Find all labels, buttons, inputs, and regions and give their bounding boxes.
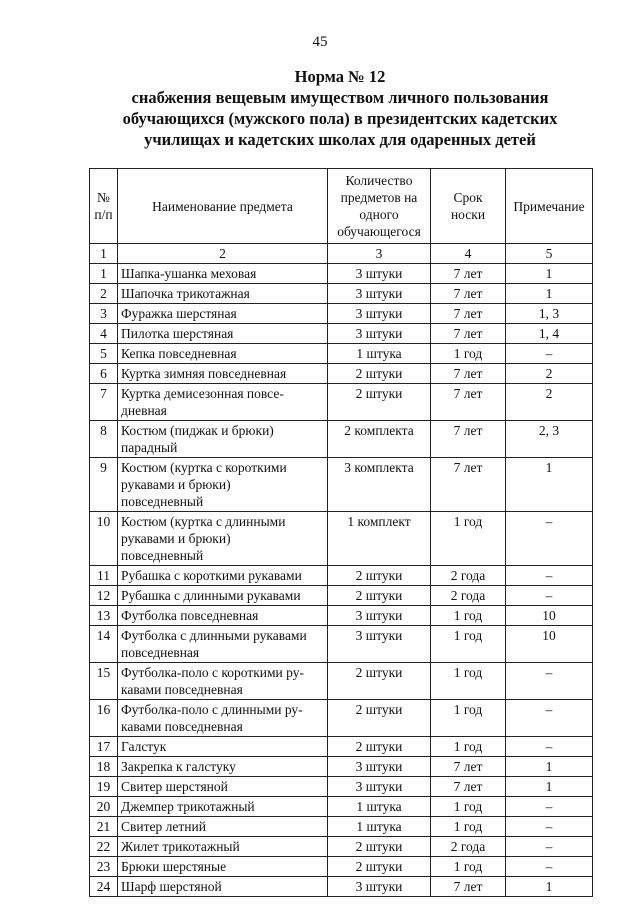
wear-term: 1 год [431,817,506,837]
item-name [118,797,328,817]
item-name-line: Куртка зимняя повседневная [121,366,287,381]
item-name [118,384,328,421]
item-note: 1, 4 [506,324,593,344]
item-note: 1 [506,877,593,897]
item-name [118,512,328,566]
row-number: 8 [90,421,118,458]
item-note: 10 [506,606,593,626]
table-row [90,364,593,384]
item-quantity: 3 штуки [328,626,431,663]
table-row [90,757,593,777]
wear-term: 7 лет [431,324,506,344]
item-name [118,857,328,877]
wear-term: 1 год [431,606,506,626]
item-note: 2, 3 [506,421,593,458]
item-name-line: парадный [121,440,178,455]
table-row [90,384,593,421]
item-quantity: 1 штука [328,797,431,817]
item-quantity: 2 штуки [328,737,431,757]
item-quantity: 2 штуки [328,566,431,586]
row-number: 14 [90,626,118,663]
item-note: – [506,817,593,837]
item-name [118,566,328,586]
row-number: 23 [90,857,118,877]
index-cell: 5 [506,244,593,264]
wear-term: 7 лет [431,757,506,777]
item-note: 1 [506,458,593,512]
item-name-line: кавами повседневная [121,682,243,697]
item-name [118,458,328,512]
item-name [118,264,328,284]
item-note: – [506,566,593,586]
item-quantity: 2 комплекта [328,421,431,458]
item-quantity: 3 штуки [328,264,431,284]
item-note: – [506,737,593,757]
item-name [118,877,328,897]
item-note: – [506,663,593,700]
item-quantity: 2 штуки [328,384,431,421]
row-number: 24 [90,877,118,897]
item-name-line: Фуражка шерстяная [121,306,237,321]
row-number: 10 [90,512,118,566]
item-name-line: повседневный [121,494,204,509]
row-number: 20 [90,797,118,817]
header-note: Примечание [506,169,593,244]
item-name [118,344,328,364]
table-row [90,344,593,364]
wear-term: 2 года [431,837,506,857]
wear-term: 2 года [431,566,506,586]
item-note: – [506,797,593,817]
item-name [118,626,328,663]
item-name-line: дневная [121,403,167,418]
item-name [118,324,328,344]
item-quantity: 2 штуки [328,700,431,737]
item-note: 1 [506,757,593,777]
item-name-line: Жилет трикотажный [121,839,240,854]
item-name [118,663,328,700]
item-name [118,606,328,626]
wear-term: 1 год [431,663,506,700]
wear-term: 7 лет [431,421,506,458]
item-quantity: 3 штуки [328,304,431,324]
row-number: 4 [90,324,118,344]
item-note: 1 [506,284,593,304]
wear-term: 1 год [431,344,506,364]
wear-term: 2 года [431,586,506,606]
item-name-line: Шапка-ушанка меховая [121,266,257,281]
norm-title: Норма № 12 [294,67,386,86]
item-name-line: повседневная [121,645,200,660]
item-name-line: Джемпер трикотажный [121,799,255,814]
row-number: 22 [90,837,118,857]
document-heading [60,66,620,150]
item-name-line: Футболка-поло с длинными ру- [121,702,303,717]
wear-term: 1 год [431,797,506,817]
table-row [90,817,593,837]
row-number: 15 [90,663,118,700]
wear-term: 7 лет [431,304,506,324]
item-quantity: 3 штуки [328,606,431,626]
index-cell: 4 [431,244,506,264]
item-name-line: Кепка повседневная [121,346,237,361]
table-row [90,324,593,344]
item-note: 1, 3 [506,304,593,324]
table-row [90,304,593,324]
item-name-line: Пилотка шерстяная [121,326,234,341]
row-number: 13 [90,606,118,626]
table-row [90,797,593,817]
table-row [90,663,593,700]
header-qty: Количество предметов на одного обучающегося [328,169,431,244]
item-name-line: Костюм (куртка с короткими [121,460,287,475]
item-quantity: 3 штуки [328,777,431,797]
item-name-line: рукавами и брюки) [121,477,231,492]
row-number: 12 [90,586,118,606]
wear-term: 7 лет [431,264,506,284]
row-number: 16 [90,700,118,737]
table-row [90,264,593,284]
item-quantity: 3 штуки [328,877,431,897]
wear-term: 1 год [431,512,506,566]
item-note: 10 [506,626,593,663]
heading-line: обучающихся (мужского пола) в президентских кадетских [122,109,558,128]
item-name-line: Футболка-поло с короткими ру- [121,665,304,680]
index-cell: 2 [118,244,328,264]
item-name-line: Футболка повседневная [121,608,259,623]
item-name [118,304,328,324]
wear-term: 7 лет [431,877,506,897]
item-name-line: Футболка с длинными рукавами [121,628,307,643]
table-row [90,512,593,566]
table-row [90,737,593,757]
item-name-line: кавами повседневная [121,719,243,734]
row-number: 11 [90,566,118,586]
item-name [118,700,328,737]
row-number: 7 [90,384,118,421]
wear-term: 7 лет [431,364,506,384]
heading-line: училищах и кадетских школах для одаренных детей [144,130,536,149]
row-number: 9 [90,458,118,512]
header-row [90,169,593,244]
item-name-line: Костюм (куртка с длинными [121,514,286,529]
item-note: – [506,837,593,857]
row-number: 3 [90,304,118,324]
item-name-line: Куртка демисезонная повсе- [121,386,284,401]
item-quantity: 2 штуки [328,364,431,384]
item-quantity: 2 штуки [328,837,431,857]
table-row [90,458,593,512]
wear-term: 7 лет [431,384,506,421]
row-number: 19 [90,777,118,797]
table-row [90,777,593,797]
header-name: Наименование предмета [118,169,328,244]
item-name [118,364,328,384]
item-name-line: повседневный [121,548,204,563]
item-name-line: Свитер шерстяной [121,779,228,794]
item-quantity: 3 штуки [328,324,431,344]
item-name [118,777,328,797]
item-quantity: 1 штука [328,817,431,837]
row-number: 17 [90,737,118,757]
norm-table [89,168,593,897]
row-number: 18 [90,757,118,777]
index-cell: 1 [90,244,118,264]
item-name-line: Закрепка к галстуку [121,759,236,774]
item-name-line: рукавами и брюки) [121,531,231,546]
heading-line: снабжения вещевым имуществом личного пользования [131,88,549,107]
item-name-line: Свитер летний [121,819,206,834]
row-number: 6 [90,364,118,384]
table-row [90,421,593,458]
table-row [90,566,593,586]
item-note: – [506,512,593,566]
item-note: 2 [506,364,593,384]
item-quantity: 2 штуки [328,857,431,877]
item-name-line: Рубашка с длинными рукавами [121,588,301,603]
item-name-line: Шарф шерстяной [121,879,222,894]
table-row [90,700,593,737]
item-name [118,737,328,757]
row-number: 5 [90,344,118,364]
item-name [118,837,328,857]
table-row [90,837,593,857]
item-name-line: Костюм (пиджак и брюки) [121,423,274,438]
item-name-line: Брюки шерстяные [121,859,227,874]
table-row [90,586,593,606]
item-name-line: Рубашка с короткими рукавами [121,568,302,583]
row-number: 2 [90,284,118,304]
wear-term: 7 лет [431,777,506,797]
item-name-line: Шапочка трикотажная [121,286,250,301]
item-name-line: Галстук [121,739,167,754]
table-row [90,606,593,626]
wear-term: 1 год [431,626,506,663]
wear-term: 1 год [431,737,506,757]
table-row [90,284,593,304]
column-index-row [90,244,593,264]
page-number: 45 [312,34,328,50]
item-note: 1 [506,264,593,284]
item-note: 2 [506,384,593,421]
item-quantity: 3 штуки [328,757,431,777]
item-quantity: 1 штука [328,344,431,364]
wear-term: 1 год [431,857,506,877]
table-row [90,626,593,663]
item-note: 1 [506,777,593,797]
wear-term: 7 лет [431,284,506,304]
wear-term: 1 год [431,700,506,737]
item-quantity: 2 штуки [328,586,431,606]
item-note: – [506,586,593,606]
item-note: – [506,700,593,737]
item-name [118,817,328,837]
header-num: № п/п [90,169,118,244]
item-name [118,284,328,304]
row-number: 1 [90,264,118,284]
wear-term: 7 лет [431,458,506,512]
index-cell: 3 [328,244,431,264]
item-name [118,586,328,606]
header-term: Срок носки [431,169,506,244]
item-note: – [506,857,593,877]
item-name [118,421,328,458]
item-quantity: 2 штуки [328,663,431,700]
item-name [118,757,328,777]
item-note: – [506,344,593,364]
item-quantity: 3 штуки [328,284,431,304]
item-quantity: 3 комплекта [328,458,431,512]
row-number: 21 [90,817,118,837]
table-row [90,857,593,877]
item-quantity: 1 комплект [328,512,431,566]
table-row [90,877,593,897]
